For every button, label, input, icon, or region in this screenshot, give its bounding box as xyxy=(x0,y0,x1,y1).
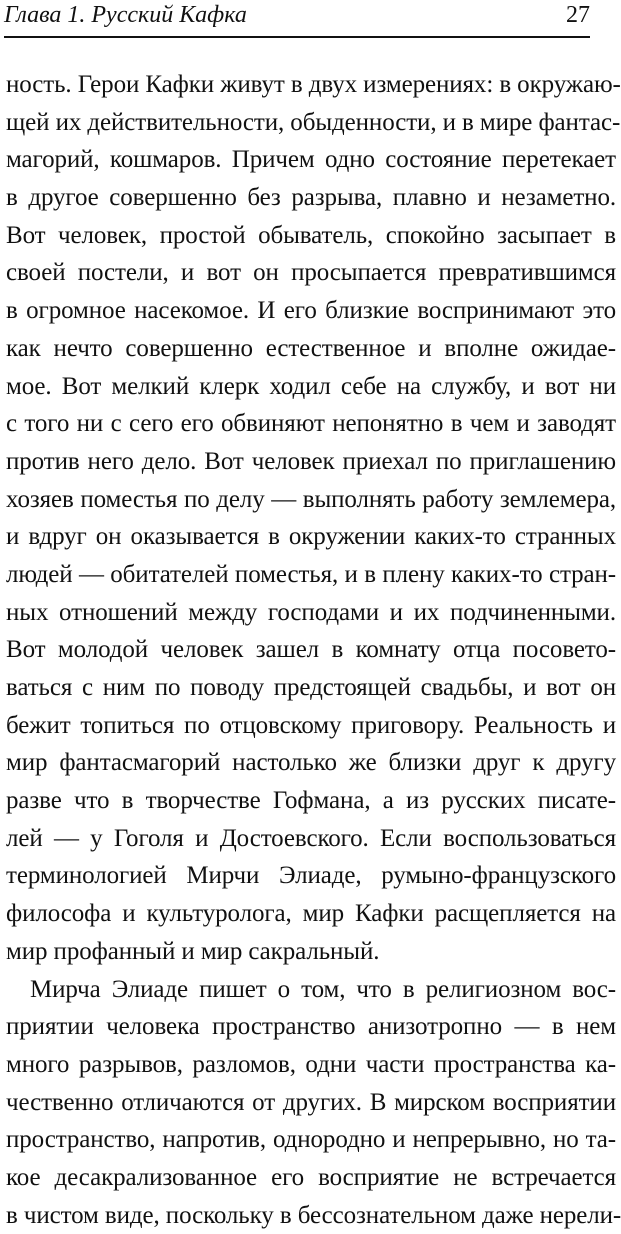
text-line: Вот человек, простой обыватель, спокойно засыпает в xyxy=(6,221,616,249)
text-line: магорий, кошмаров. Причем одно состояние перетекает xyxy=(6,146,616,174)
text-line: приятии человека пространство анизотропно — в нем xyxy=(6,1013,616,1041)
text-line: много разрывов, разломов, одни части пространства ка- xyxy=(6,1050,616,1078)
text-line: Вот молодой человек зашел в комнату отца посовето- xyxy=(6,636,616,664)
text-line: пространство, напротив, однородно и непрерывно, но та- xyxy=(6,1126,616,1154)
running-header xyxy=(4,0,590,38)
text-line: мир фантасмагорий настолько же близки друг к другу xyxy=(6,749,616,777)
text-line: кое десакрализованное его восприятие не встречается xyxy=(6,1163,616,1191)
text-line: разве что в творчестве Гофмана, а из русских писате- xyxy=(6,787,616,815)
body-text xyxy=(6,66,621,1234)
page-number: 27 xyxy=(566,2,590,28)
text-line: мое. Вот мелкий клерк ходил себе на службу, и вот ни xyxy=(6,372,616,400)
chapter-running-title: Глава 1. Русский Кафка xyxy=(4,2,247,28)
text-line: с того ни с сего его обвиняют непонятно в чем и заводят xyxy=(6,410,616,438)
text-line: ных отношений между господами и их подчиненными. xyxy=(6,598,616,626)
text-line: хозяев поместья по делу — выполнять работу землемера, xyxy=(6,485,616,513)
text-line: в чистом виде, поскольку в бессознательном даже нерели- xyxy=(6,1201,621,1229)
text-line: лей — у Гоголя и Достоевского. Если воспользоваться xyxy=(6,824,616,852)
text-line: в другое совершенно без разрыва, плавно и незаметно. xyxy=(6,184,616,212)
text-line: чественно отличаются от других. В мирском восприятии xyxy=(6,1088,616,1116)
text-line: как нечто совершенно естественное и вполне ожидае- xyxy=(6,334,616,362)
text-line: философа и культуролога, мир Кафки расщепляется на xyxy=(6,900,616,928)
text-line: бежит топиться по отцовскому приговору. Реальность и xyxy=(6,711,616,739)
text-line: терминологией Мирчи Элиаде, румыно-французского xyxy=(6,862,616,890)
text-line: против него дело. Вот человек приехал по приглашению xyxy=(6,447,616,475)
text-line: щей их действительности, обыденности, и в мире фантас- xyxy=(6,108,621,136)
paragraph-first-line: Мирча Элиаде пишет о том, что в религиозном вос- xyxy=(30,975,616,1003)
text-line: ность. Герои Кафки живут в двух измерениях: в окружаю- xyxy=(6,71,621,98)
text-line: ваться с ним по поводу предстоящей свадьбы, и вот он xyxy=(6,674,616,701)
text-line: своей постели, и вот он просыпается превратившимся xyxy=(6,259,616,287)
text-line: людей — обитателей поместья, и в плену каких-то стран- xyxy=(6,560,616,588)
text-line: в огромное насекомое. И его близкие воспринимают это xyxy=(6,297,616,325)
paragraph-end-line: мир профанный и мир сакральный. xyxy=(6,937,380,965)
text-line: и вдруг он оказывается в окружении каких-то странных xyxy=(6,523,616,551)
